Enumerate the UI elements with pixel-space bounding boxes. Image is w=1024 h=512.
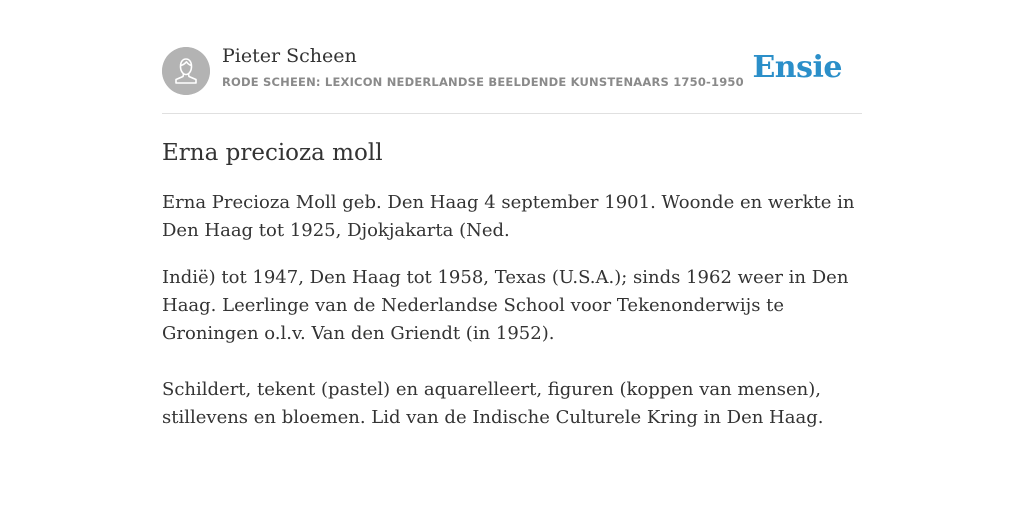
article-paragraph: Erna Precioza Moll geb. Den Haag 4 september 1901. Woonde en werkte in Den Haag tot 1925, Djokjakarta (Ned. [162, 192, 855, 241]
article-paragraph: Schildert, tekent (pastel) en aquarelleert, figuren (koppen van mensen), stillevens en bloemen. Lid van de Indische Culturele Kring in Den Haag. [162, 379, 824, 428]
user-avatar-icon[interactable] [162, 47, 210, 95]
author-name[interactable]: Pieter Scheen [222, 45, 357, 67]
article-header [162, 40, 862, 114]
article-paragraph: Indië) tot 1947, Den Haag tot 1958, Texas (U.S.A.); sinds 1962 weer in Den Haag. Leerlinge van de Nederlandse School voor Tekenonderwijs te Groningen o.l.v. Van den Griendt (in 1952). [162, 267, 849, 344]
article-card [162, 40, 862, 432]
source-title[interactable]: RODE SCHEEN: LEXICON NEDERLANDSE BEELDENDE KUNSTENAARS 1750-1950 [222, 75, 744, 89]
article-title: Erna precioza moll [162, 140, 383, 166]
ensie-logo[interactable]: Ensie [752, 50, 842, 85]
